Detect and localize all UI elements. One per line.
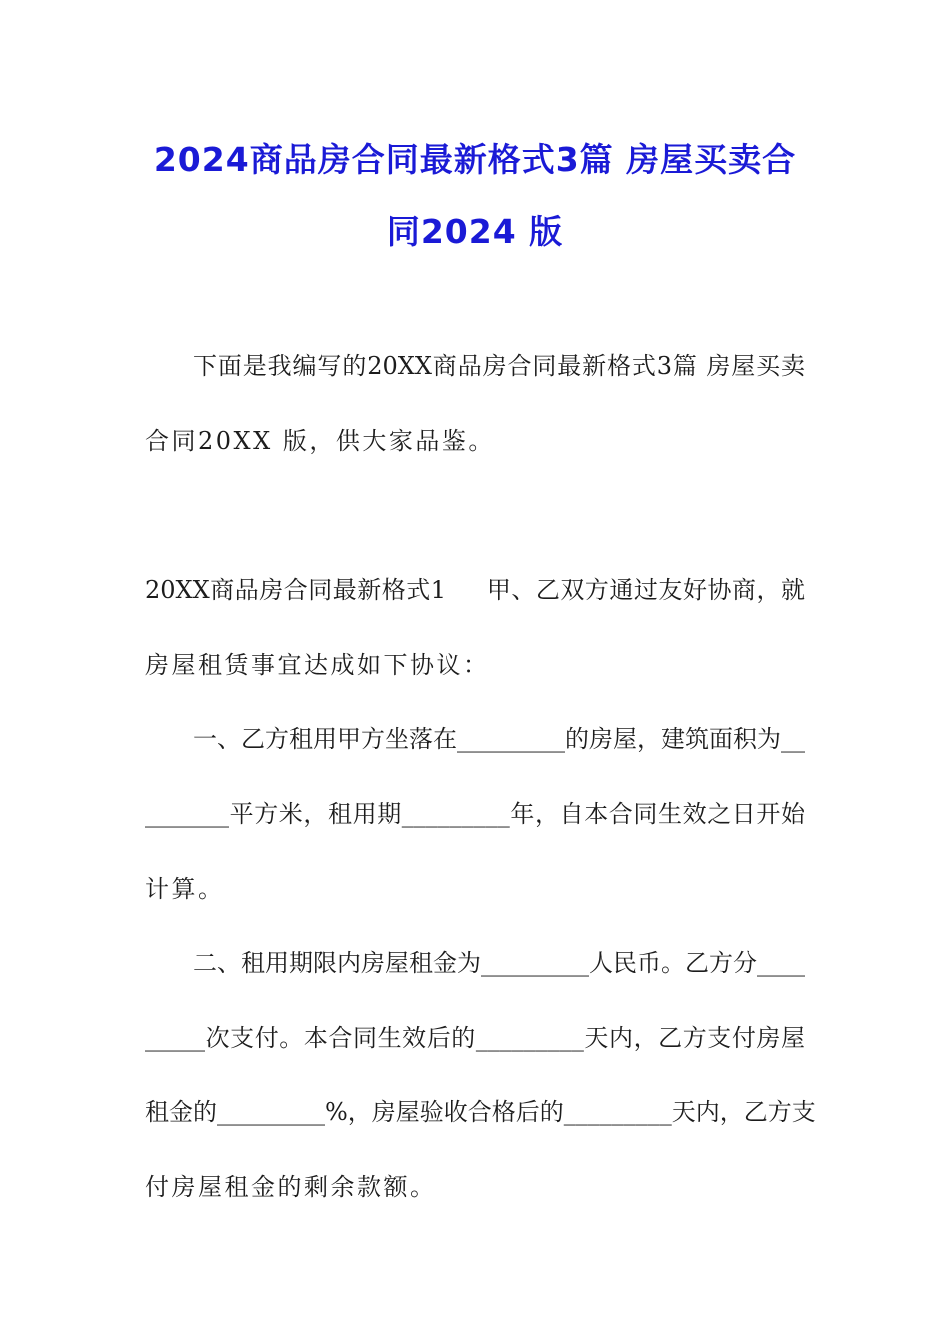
clause-1-line-2: _______平方米，租用期_________年，自本合同生效之日开始 (145, 800, 805, 828)
intro-line-2: 合同20XX 版，供大家品鉴。 (145, 427, 495, 455)
clause-2-line-3: 租金的_________%，房屋验收合格后的_________天内，乙方支 (145, 1098, 816, 1126)
section-1-line-2: 房屋租赁事宜达成如下协议： (145, 651, 490, 679)
document-title-line-2: 同2024 版 (386, 212, 564, 251)
clause-2-line-2: _____次支付。本合同生效后的_________天内，乙方支付房屋 (145, 1024, 805, 1052)
clause-2-line-1: 二、租用期限内房屋租金为_________人民币。乙方分____ (193, 949, 805, 977)
clause-2-line-4: 付房屋租金的剩余款额。 (145, 1173, 437, 1201)
intro-line-1: 下面是我编写的20XX商品房合同最新格式3篇 房屋买卖 (193, 352, 805, 380)
document-title-line-1: 2024商品房合同最新格式3篇 房屋买卖合 (153, 140, 797, 179)
clause-1-line-3: 计算。 (145, 875, 225, 903)
clause-1-line-1: 一、乙方租用甲方坐落在_________的房屋，建筑面积为__ (193, 725, 805, 753)
section-1-line-1: 20XX商品房合同最新格式1 甲、乙双方通过友好协商，就 (145, 576, 805, 604)
